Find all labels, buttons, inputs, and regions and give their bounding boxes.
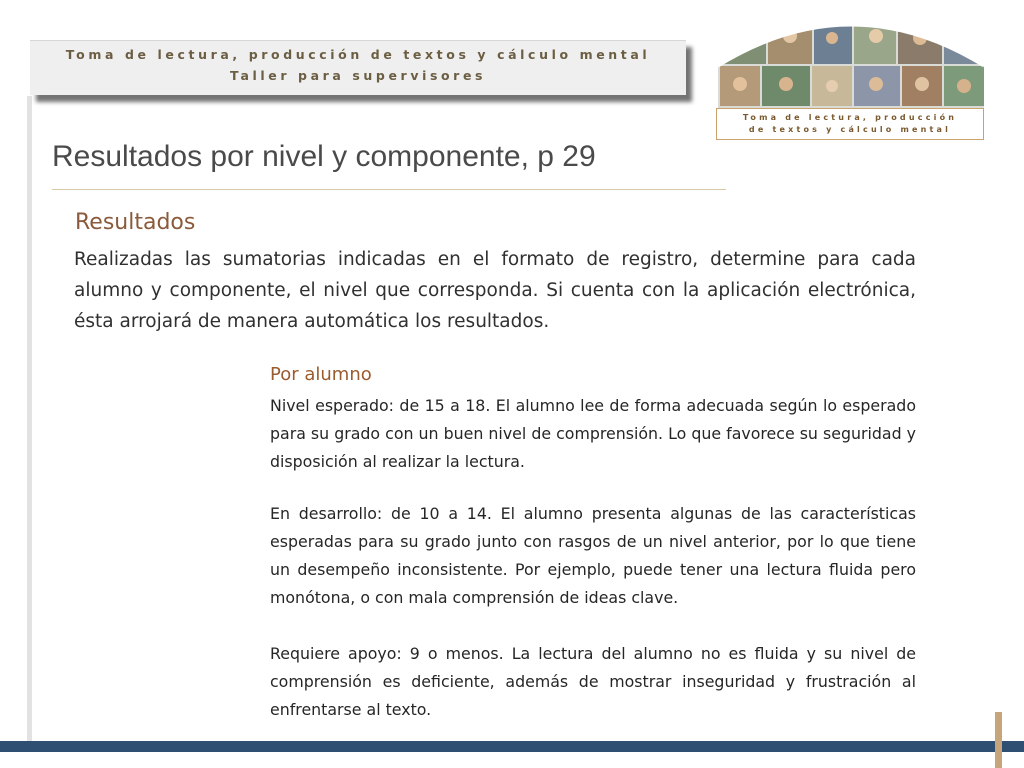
footer-bar [0,741,1024,752]
paragraph-nivel-esperado: Nivel esperado: de 15 a 18. El alumno lee de forma adecuada según lo esperado para su grado con un buen nivel de comprensión. Lo que favorece su seguridad y disposición al realizar la lectura. [270,396,916,471]
header-title: Toma de lectura, producción de textos y cálculo mental [65,47,651,62]
section-heading-por-alumno: Por alumno [270,364,372,385]
program-logo [716,14,986,134]
left-margin-rule [27,96,32,741]
header-band [30,40,686,95]
section-body-resultados: Realizadas las sumatorias indicadas en el formato de registro, determine para cada alumno y componente, el nivel que corresponda. Si cuenta con la aplicación electrónica, ésta arrojará de manera automática los resultados. [74,249,916,332]
page-title: Resultados por nivel y componente, p 29 [52,140,596,173]
logo-caption-line1: Toma de lectura, producción [742,113,958,122]
title-divider [52,189,726,190]
photo-collage-image [716,14,986,108]
paragraph-requiere-apoyo: Requiere apoyo: 9 o menos. La lectura del alumno no es fluida y su nivel de comprensión es deficiente, además de mostrar inseguridad y frustración al enfrentarse al texto. [270,644,916,719]
header-subtitle: Taller para supervisores [229,68,487,83]
logo-caption-line2: de textos y cálculo mental [748,125,952,134]
footer-accent [995,712,1002,768]
logo-caption [716,108,984,140]
paragraph-en-desarrollo: En desarrollo: de 10 a 14. El alumno presenta algunas de las características esperadas para su grado junto con rasgos de un nivel anterior, por lo que tiene un desempeño inconsistente. Por ejemplo, puede tener una lectura fluida pero monótona, o con mala comprensión de ideas clave. [270,504,916,607]
section-heading-resultados: Resultados [75,210,196,235]
